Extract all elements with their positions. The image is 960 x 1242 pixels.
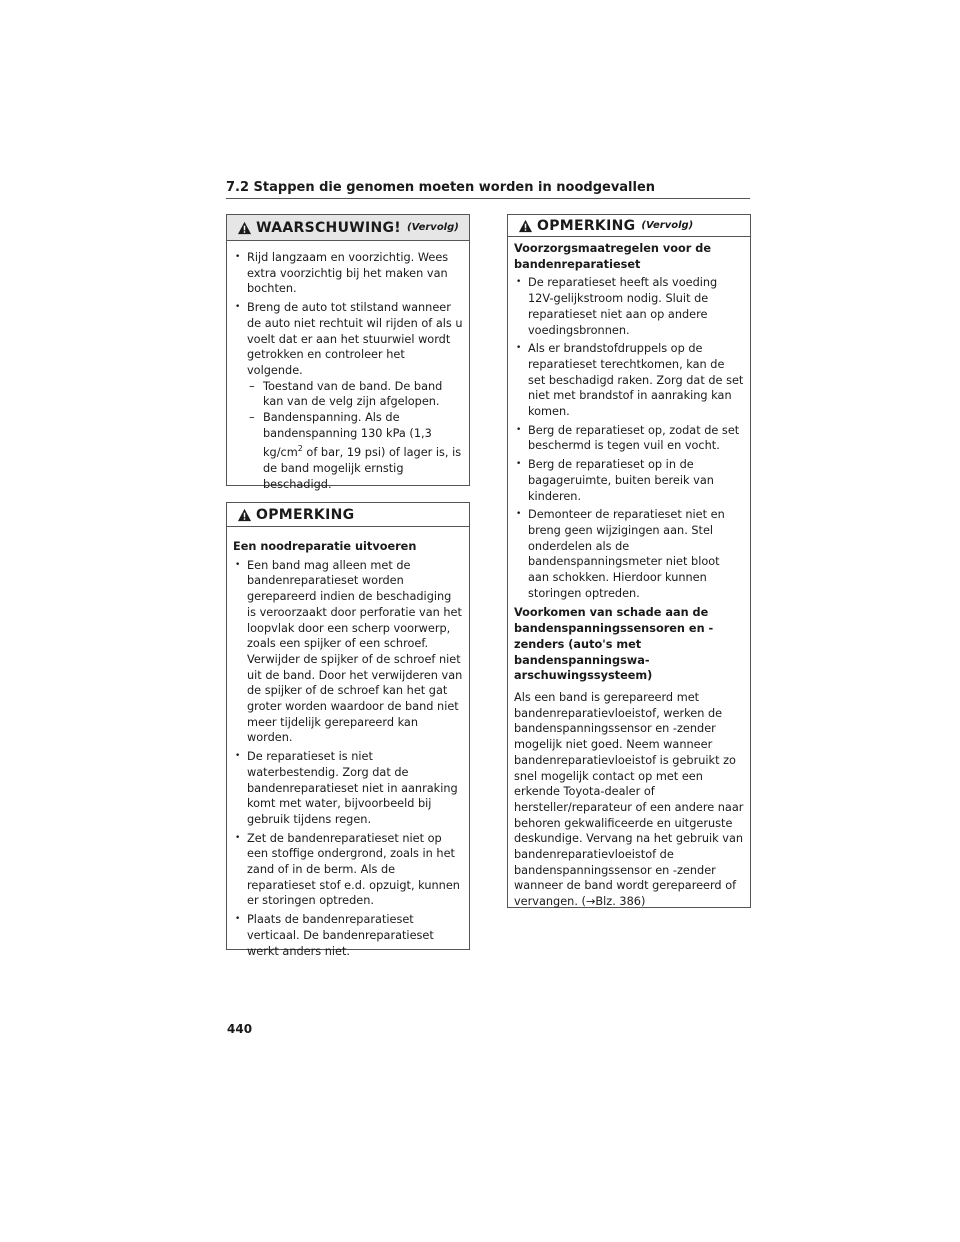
list-item (233, 300, 463, 492)
warning-box-body (227, 241, 469, 500)
list-item: • Een band mag alleen met de bandenreparatieset worden gerepareerd indien de beschadiging is veroorzaakt door perforatie van het loopvlak door een scherp voorwerp, zoals een spijker of een schroef. Verwijder de spijker of de schroef niet uit de band. Door het verwijderen van de spijker of de schroef kan het gat groter worden waardoor de band niet meer tijdelijk gerepareerd kan worden. (233, 558, 463, 746)
list-item: • Berg de reparatieset op, zodat de set beschermd is tegen vuil en vocht. (514, 423, 744, 454)
pressure-text-2: of bar, 19 psi) of lager is, is de band mogelijk ernstig beschadigd. (263, 446, 462, 491)
sub-list-item: – Toestand van de band. De band kan van de velg zijn afgelopen. (247, 379, 463, 410)
pressure-superscript: 2 (297, 444, 303, 454)
warning-icon (237, 221, 252, 235)
list-item: • Als er brandstofdruppels op de reparatieset terechtkomen, kan de set beschadigd raken. Zorg dat de set niet met brandstof in aanraking kan komen. (514, 341, 744, 420)
page-number: 440 (227, 1022, 253, 1036)
section-header: 7.2 Stappen die genomen moeten worden in noodgevallen (226, 180, 750, 199)
note-box-right (507, 214, 751, 908)
list-item: • Rijd langzaam en voorzichtig. Wees extra voorzichtig bij het maken van bochten. (233, 250, 463, 297)
note-box-left-title (227, 503, 469, 527)
note-left-title-text: OPMERKING (256, 506, 355, 523)
note-box-left (226, 502, 470, 958)
note-left-heading: Een noodreparatie uitvoeren (233, 540, 417, 553)
note-box-left-body (227, 527, 469, 967)
caution-icon (237, 508, 252, 522)
note-right-paragraph: Als een band is gerepareerd met bandenreparatievloeistof, werken de bandenspanningssensor en -zender mogelijk niet goed. Neem wanneer bandenreparatievloeistof is gebruikt zo snel mogelijk contact op met een erkende Toyota-dealer of hersteller/reparateur of een andere naar behoren gekwalificeerde en uitgeruste deskundige. Vervang na het gebruik van bandenreparatievloeistof de bandenspanningssensor en -zender wanneer de band wordt gerepareerd of vervangen. (→Blz. 386) (514, 690, 744, 909)
list-item: • Zet de bandenreparatieset niet op een stoffige ondergrond, zoals in het zand of in de berm. Als de reparatieset stof e.d. opzuigt, kunnen er storingen optreden. (233, 831, 463, 910)
note-right-heading-2: Voorkomen van schade aan de bandenspanningssensoren en -zenders (auto's met bandenspanningswa-arschuwingssysteem) (514, 606, 714, 683)
list-item: • De reparatieset is niet waterbestendig. Zorg dat de bandenreparatieset niet in aanraking komt met water, bijvoorbeeld bij gebruik tijdens regen. (233, 749, 463, 828)
list-item: • Berg de reparatieset op in de bagageruimte, buiten bereik van kinderen. (514, 457, 744, 504)
note-box-right-body (508, 237, 750, 918)
list-item-text: Breng de auto tot stilstand wanneer de auto niet rechtuit wil rijden of als u voelt dat er aan het stuurwiel wordt getrokken en controleer het volgende. (247, 301, 463, 377)
note-right-continued-label: (Vervolg) (641, 220, 694, 231)
caution-icon (518, 219, 533, 233)
note-right-title-text: OPMERKING (537, 217, 636, 234)
warning-continued-label: (Vervolg) (407, 222, 459, 233)
warning-box-title (227, 215, 469, 241)
warning-title-text: WAARSCHUWING! (256, 219, 401, 236)
warning-box (226, 214, 470, 491)
list-item: • De reparatieset heeft als voeding 12V-gelijkstroom nodig. Sluit de reparatieset niet aan op andere voedingsbronnen. (514, 275, 744, 338)
note-right-heading-1: Voorzorgsmaatregelen voor de bandenreparatieset (514, 242, 711, 271)
pressure-text-1: Bandenspanning. Als de bandenspanning 130 kPa (1,3 kg/cm (263, 411, 432, 460)
list-item: • Demonteer de reparatieset niet en breng geen wijzigingen aan. Stel onderdelen als de bandenspanningsmeter niet bloot aan schokken. Hierdoor kunnen storingen optreden. (514, 507, 744, 601)
note-box-right-title (508, 215, 750, 237)
sub-list-item (247, 410, 463, 492)
list-item: • Plaats de bandenreparatieset verticaal. De bandenreparatieset werkt anders niet. (233, 912, 463, 959)
